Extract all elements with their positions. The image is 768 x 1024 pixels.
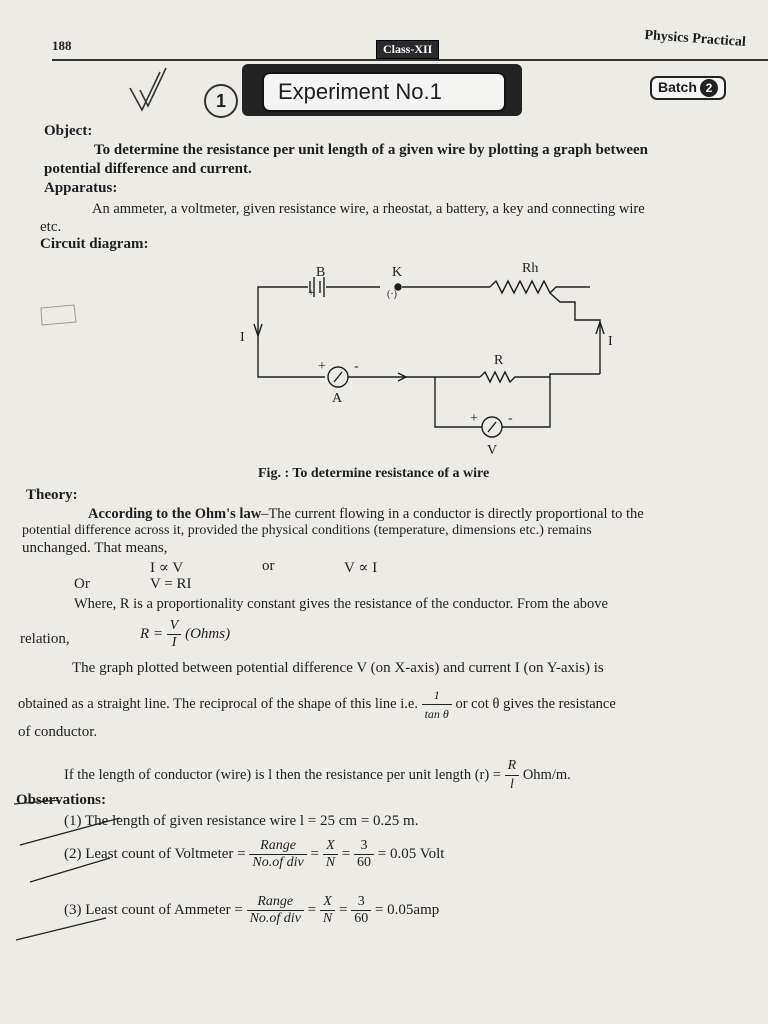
voltmeter-lc-fraction-3 (354, 838, 374, 871)
voltmeter-60: 60 (357, 855, 371, 870)
ohms-law-text: –The current flowing in a conductor is directly proportional to the (261, 506, 644, 522)
observations-heading: Observations: (16, 792, 106, 808)
key-label: K (392, 265, 403, 280)
battery-label: B (316, 265, 326, 280)
or-text-2: Or (74, 576, 90, 592)
batch-label: Batch (658, 79, 697, 95)
observation-item-1: (1) The length of given resistance wire l = 25 cm = 0.25 m. (64, 813, 419, 829)
theory-line-2: potential difference across it, provided the physical conditions (temperature, dimensions etc.) remains (22, 523, 592, 538)
tan-numerator: 1 (422, 686, 452, 705)
circuit-heading: Circuit diagram: (40, 236, 149, 252)
voltmeter-plus: + (470, 411, 478, 426)
voltmeter-lc-fraction-1 (249, 838, 306, 871)
object-line-2: potential difference and current. (44, 161, 252, 177)
ammeter-label: A (332, 391, 343, 406)
check-mark-icon (120, 60, 200, 120)
figure-caption: Fig. : To determine resistance of a wire (258, 466, 490, 481)
ammeter-x: X (320, 894, 335, 911)
page-number: 188 (52, 38, 72, 53)
object-heading: Object: (44, 123, 93, 139)
key-symbol: (·) (387, 289, 397, 300)
ammeter-60: 60 (354, 911, 369, 926)
book-title: Physics Practical (643, 28, 747, 51)
current-label-left: I (240, 330, 245, 345)
experiment-number-badge: 1 (204, 84, 238, 118)
resistance-lhs: R = (140, 625, 164, 642)
resistance-denominator: I (171, 635, 177, 650)
ammeter-minus: - (354, 359, 359, 374)
batch-number: 2 (700, 79, 718, 97)
ammeter-plus: + (318, 359, 326, 374)
voltmeter-minus: - (508, 411, 513, 426)
resistor-label: R (494, 353, 504, 368)
experiment-title: Experiment No.1 (262, 72, 506, 112)
observation-item-2: (2) Least count of Voltmeter = $\frac{\text{Range}}{\text{No.of div}}$ = $\frac{X}{N}$ = $\frac{3}{60}$ = 0.05 Volt (64, 838, 445, 870)
length-line (64, 757, 571, 794)
class-tag: Class-XII (376, 40, 439, 59)
relation-label: relation, (20, 631, 70, 647)
current-label-right: I (608, 334, 613, 349)
graph-line-2-start: obtained as a straight line. The reciprocal of the shape of this line i.e. (18, 695, 418, 712)
theory-heading: Theory: (26, 487, 78, 503)
graph-line-3: of conductor. (18, 724, 98, 740)
graph-line-2-end: or cot θ gives the resistance (455, 695, 616, 712)
ammeter-lc-result: = 0.05amp (374, 901, 440, 918)
length-denominator: l (509, 777, 514, 792)
voltmeter-range: Range (249, 838, 306, 855)
voltmeter-lc-fraction-2 (323, 838, 338, 871)
voltmeter-3: 3 (354, 838, 374, 855)
proportion-2: V ∝ I (344, 560, 378, 576)
graph-line-1: The graph plotted between potential difference V (on X-axis) and current I (on Y-axis) is (72, 660, 604, 676)
batch-badge (650, 76, 726, 100)
voltmeter-x: X (323, 838, 338, 855)
apparatus-heading: Apparatus: (44, 180, 118, 196)
tan-denominator: tan θ (424, 707, 449, 721)
resistance-fraction (167, 618, 182, 651)
ammeter-3: 3 (351, 894, 371, 911)
observation-item-3: (3) Least count of Ammeter = $\frac{\text{Range}}{\text{No.of div}}$ = $\frac{X}{N}$ = $\frac{3}{60}$ = 0.05amp (64, 894, 440, 926)
length-unit: Ohm/m. (522, 766, 571, 783)
voltmeter-lc-result: = 0.05 Volt (377, 845, 445, 862)
length-numerator: R (505, 757, 520, 776)
voltmeter-divisions: No.of div (252, 855, 304, 870)
theory-line-3: unchanged. That means, (22, 540, 168, 556)
pencil-scribble (38, 302, 78, 328)
voltmeter-label: V (487, 443, 498, 458)
rheostat-label: Rh (522, 262, 539, 276)
ammeter-range: Range (247, 894, 304, 911)
voltmeter-n: N (325, 855, 336, 870)
tan-fraction (422, 686, 452, 723)
where-line: Where, R is a proportionality constant gives the resistance of the conductor. From the above (74, 596, 608, 612)
voltmeter-lc-label: (2) Least count of Voltmeter = (64, 845, 246, 862)
ammeter-lc-fraction-3 (351, 894, 371, 927)
ammeter-lc-fraction-2 (320, 894, 335, 927)
battery-plus: + (308, 287, 315, 299)
ammeter-divisions: No.of div (249, 911, 301, 926)
length-fraction (505, 757, 520, 794)
or-text-1: or (262, 558, 275, 574)
ohms-equation: V = RI (150, 576, 192, 592)
length-line-text: If the length of conductor (wire) is l then the resistance per unit length (r) = (64, 766, 501, 783)
ammeter-n: N (322, 911, 333, 926)
resistance-unit: (Ohms) (185, 625, 231, 642)
graph-line-2 (18, 686, 616, 723)
proportion-1: I ∝ V (150, 560, 184, 576)
ammeter-lc-fraction-1 (247, 894, 304, 927)
theory-line-1 (88, 505, 644, 523)
apparatus-line-1: An ammeter, a voltmeter, given resistance wire, a rheostat, a battery, a key and connecting wire (92, 201, 645, 217)
ammeter-lc-label: (3) Least count of Ammeter = (64, 901, 243, 918)
resistance-formula (140, 618, 230, 651)
apparatus-line-2: etc. (40, 219, 62, 235)
resistance-numerator: V (167, 618, 182, 635)
ohms-law-title: According to the Ohm's law (88, 506, 262, 522)
circuit-diagram (230, 262, 620, 462)
pen-strokes (10, 800, 150, 950)
object-line-1: To determine the resistance per unit length of a given wire by plotting a graph between (94, 142, 649, 158)
